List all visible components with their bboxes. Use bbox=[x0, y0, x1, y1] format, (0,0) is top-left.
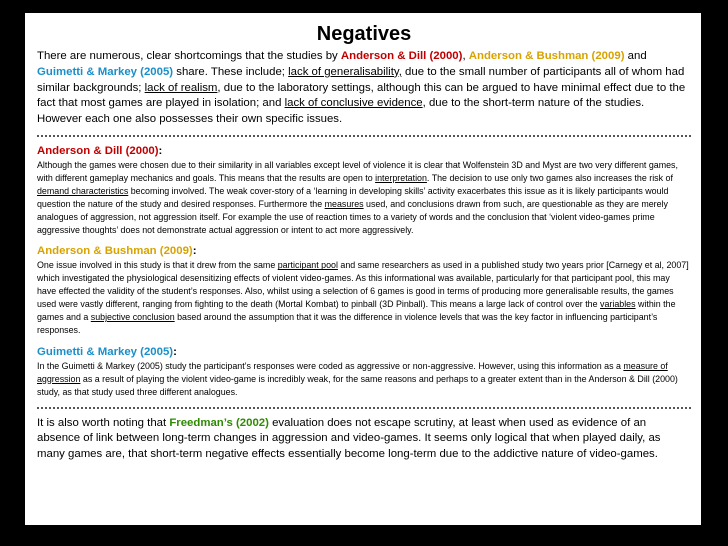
key-term: interpretation bbox=[375, 172, 427, 183]
section-body bbox=[37, 159, 691, 236]
intro-text: share. These include; bbox=[173, 65, 289, 78]
section-heading-colon: : bbox=[158, 144, 163, 157]
ref-anderson-bushman: Anderson & Bushman (2009) bbox=[468, 50, 625, 62]
key-term: demand characteristics bbox=[37, 185, 129, 196]
section-body bbox=[37, 360, 691, 399]
ref-freedman: Freedman’s (2002) bbox=[169, 416, 269, 429]
intro-text: There are numerous, clear shortcomings that the studies by bbox=[37, 50, 341, 62]
ref-anderson-dill: Anderson & Dill (2000) bbox=[340, 50, 463, 62]
key-term: participant pool bbox=[277, 260, 338, 271]
intro-text: , bbox=[462, 50, 469, 62]
body-text: within the games and a bbox=[37, 299, 676, 323]
body-text: In the Guimetti & Markey (2005) study the participant’s responses were coded as aggressive or non-aggressive. However, using this information as a bbox=[37, 360, 624, 371]
section-heading-text: Anderson & Bushman (2009) bbox=[37, 245, 193, 258]
key-term: measures bbox=[324, 198, 364, 209]
outro-text: It is also worth noting that bbox=[37, 416, 170, 429]
section-body bbox=[37, 259, 691, 336]
intro-text: , due to the short-term nature of the studies. However each one also possesses their own specific issues. bbox=[37, 97, 645, 126]
section-heading bbox=[37, 144, 691, 159]
body-text: based around the assumption that it was the difference in violence levels that was the key factor in influencing participant’s responses. bbox=[37, 312, 658, 335]
intro-paragraph bbox=[37, 49, 691, 128]
body-text: used, and conclusions drawn from such, are questionable as they are merely analogues of aggression, not aggression itself. For example the use of reaction times to a variety of words and the conclusion that ‘violent video-games prime aggressive thoughts’ does not demonstrate actual aggression or intent to act more aggressively. bbox=[37, 198, 668, 235]
body-text: One issue involved in this study is that it drew from the same bbox=[37, 260, 278, 271]
key-term: subjective conclusion bbox=[90, 312, 175, 323]
key-term: lack of conclusive evidence bbox=[284, 97, 423, 110]
section-heading-colon: : bbox=[192, 245, 197, 258]
ref-guimetti-markey: Guimetti & Markey (2005) bbox=[37, 65, 174, 78]
intro-text: and bbox=[624, 50, 647, 62]
body-text: becoming involved. The weak cover-story of a ‘learning in developing skills’ activity exacerbates this issue as it is likely participants would question the nature of the study and desired responses. Furthermore the bbox=[37, 185, 669, 209]
key-term: measure of aggression bbox=[37, 360, 668, 384]
body-text: and same researchers as used in a published study two years prior [Carnegy et al, 2007] which investigated the physiological desensitizing effects of violent video-games. As this informational was available, particularly for that participant pool, this may have effected the validity of the student’s responses. Also, whilst using a selection of 6 games is good in terms of producing more generalisable results, the games used were vastly different, ranging from fighting to the death (Mortal Kombat) to pinball (3D Pinball). This means a large lack of control over the bbox=[37, 260, 689, 310]
section-heading-text: Anderson & Dill (2000) bbox=[37, 144, 159, 157]
page-title: Negatives bbox=[316, 23, 412, 45]
body-text: . The decision to use only two games also increases the risk of bbox=[426, 172, 673, 183]
intro-text: due to the small number of participants all of whom had similar backgrounds; bbox=[37, 65, 685, 94]
divider bbox=[37, 407, 691, 409]
key-term: lack of generalisability, bbox=[288, 65, 402, 78]
key-term: variables bbox=[600, 299, 636, 310]
intro-text: , due to the laboratory settings, although this can be argued to have minimal effect due to the fact that most games are played in isolation; and bbox=[37, 81, 686, 110]
body-text: as a result of playing the violent video-game is incredibly weak, for the same reasons and perhaps to a greater extent than in the Anderson & Dill (2000) study, as that study used three different analogues. bbox=[37, 373, 678, 397]
key-term: lack of realism bbox=[144, 81, 218, 94]
outro-paragraph bbox=[37, 416, 691, 463]
section-guimetti-markey bbox=[37, 345, 691, 399]
body-text: Although the games were chosen due to their similarity in all variables except level of violence it is clear that Wolfenstein 3D and Myst are two very different games, with different gameplay mechanics and goals. This means that the results are open to bbox=[37, 159, 678, 183]
section-anderson-dill bbox=[37, 144, 691, 236]
divider bbox=[37, 135, 691, 137]
outro-text: evaluation does not escape scrutiny, at least when used as evidence of an absence of link between long-term changes in aggression and video-games. It seems only logical that when played daily, as many games are, that short-term negative effects essentially become long-term due to the addictive nature of video-games. bbox=[37, 416, 661, 461]
section-heading bbox=[37, 345, 691, 360]
section-heading-colon: : bbox=[173, 345, 177, 358]
section-anderson-bushman bbox=[37, 244, 691, 336]
section-heading-text: Guimetti & Markey (2005) bbox=[37, 345, 174, 358]
slide bbox=[25, 13, 701, 525]
section-heading bbox=[37, 244, 691, 259]
